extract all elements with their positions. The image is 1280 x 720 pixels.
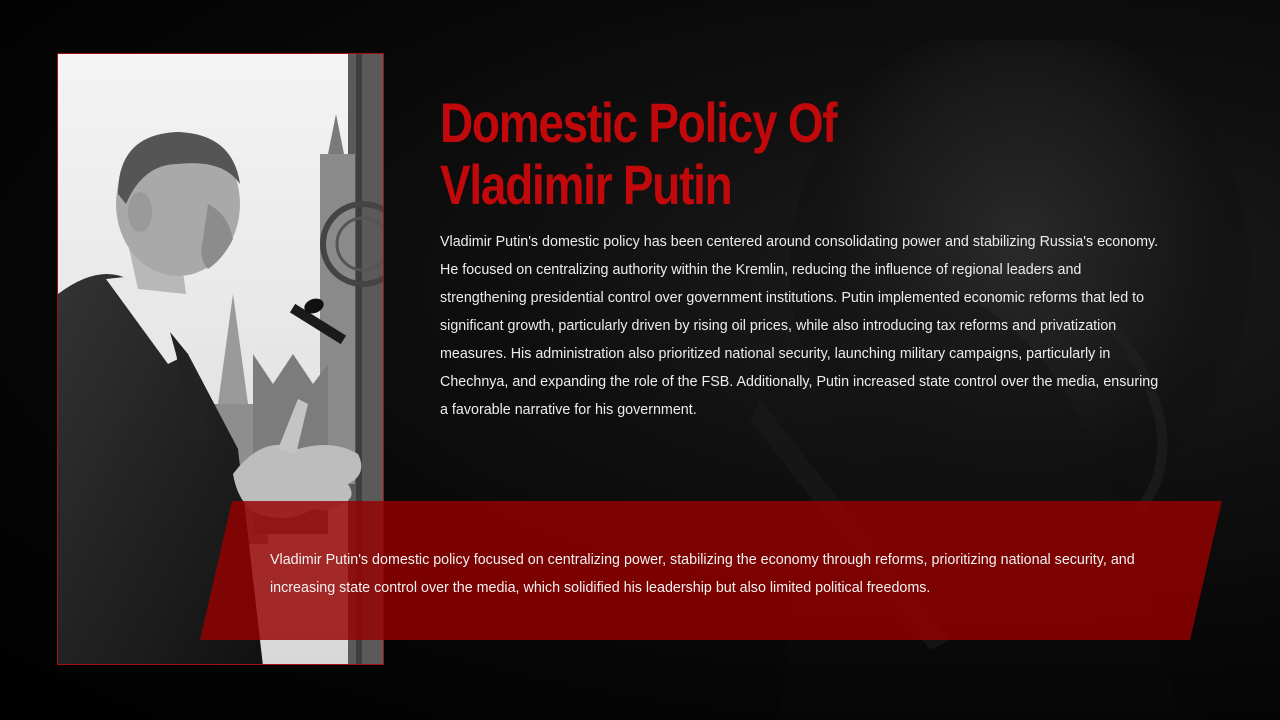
body-paragraph: Vladimir Putin's domestic policy has been centered around consolidating power and stabilizing Russia's economy. He focused on centralizing authority within the Kremlin, reducing the influence of regional leaders and strengthening presidential control over government institutions. Putin implemented economic reforms that led to significant growth, particularly driven by rising oil prices, while also introducing tax reforms and privatization measures. His administration also prioritized national security, launching military campaigns, particularly in Chechnya, and expanding the role of the FSB. Additionally, Putin increased state control over the media, ensuring a favorable narrative for his government. xyxy=(440,234,1159,418)
summary-paragraph: Vladimir Putin's domestic policy focused on centralizing power, stabilizing the economy through reforms, prioritizing national security, and increasing state control over the media, which solidified his leadership but also limited political freedoms. xyxy=(270,552,1135,596)
slide-title: Domestic Policy Of Vladimir Putin xyxy=(440,91,837,216)
